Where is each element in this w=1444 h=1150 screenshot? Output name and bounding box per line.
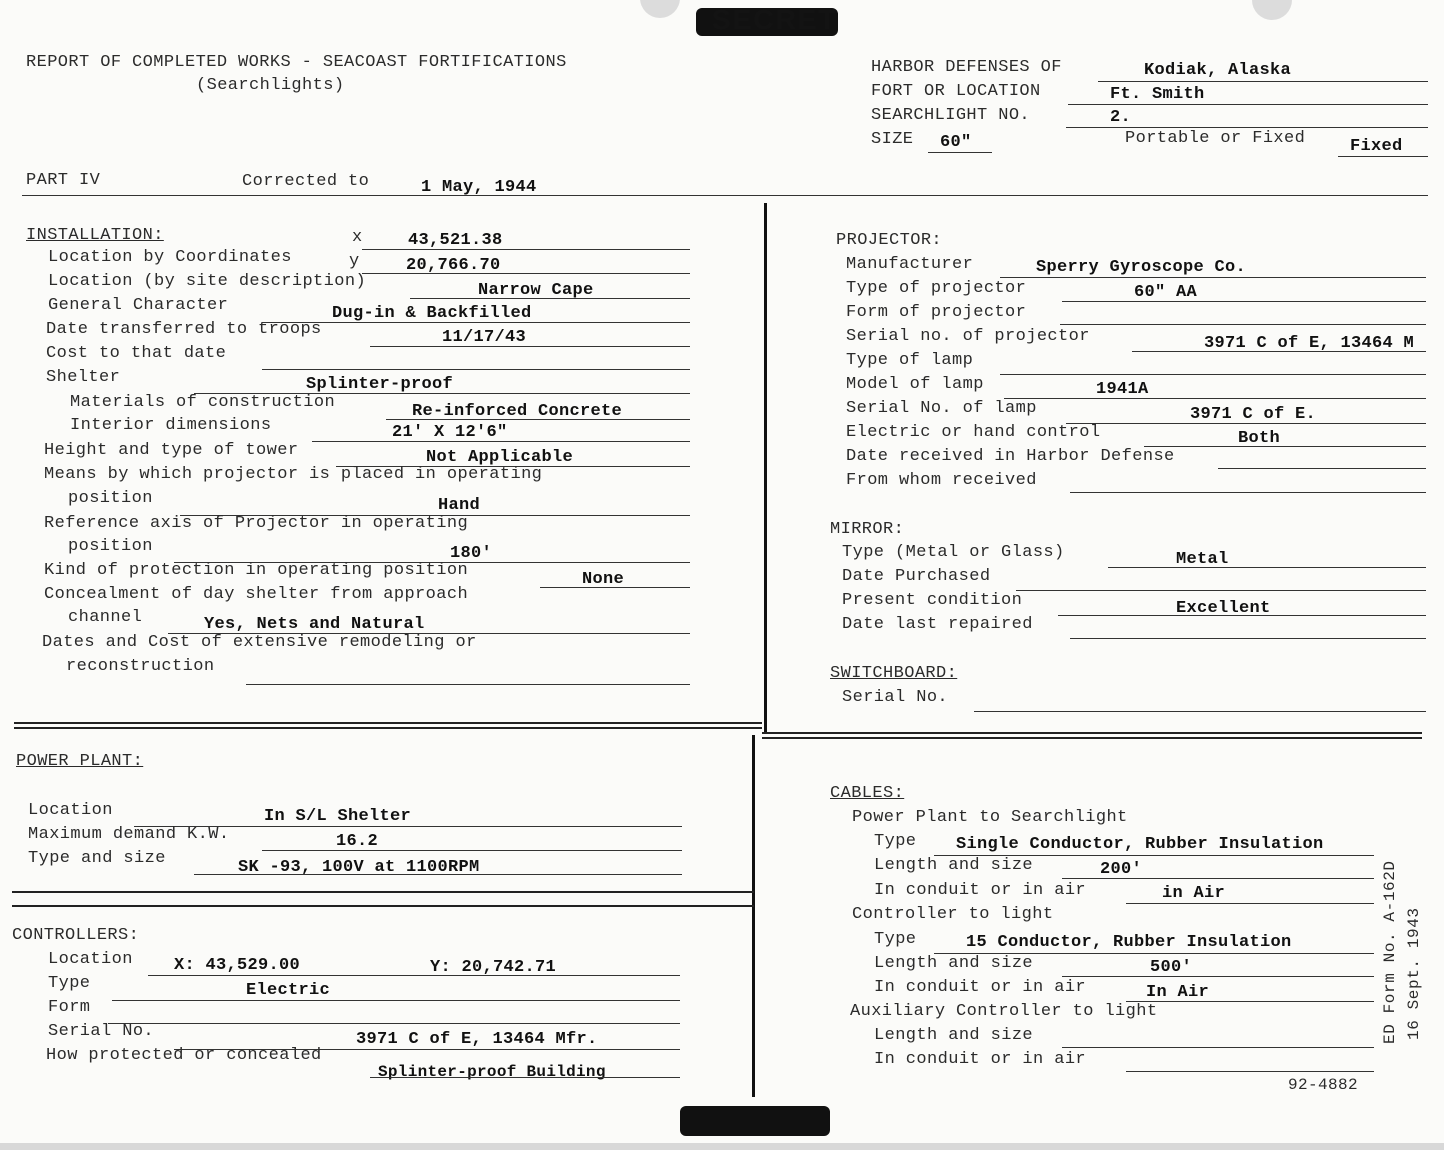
controller-serial-label: Serial No.	[48, 1022, 155, 1041]
ctl-cable-length-label: Length and size	[874, 954, 1034, 973]
general-character-value: Dug-in & Backfilled	[332, 304, 532, 323]
control-value: Both	[1238, 429, 1281, 448]
power-controllers-divider-2	[12, 905, 754, 907]
aux-controller-heading: Auxiliary Controller to light	[850, 1002, 1158, 1021]
mirror-type-underline	[1108, 567, 1426, 568]
x-coordinate-value: 43,521.38	[408, 231, 503, 250]
projector-form-underline	[1060, 324, 1426, 325]
controller-protected-label: How protected or concealed	[46, 1046, 322, 1065]
installation-heading: INSTALLATION:	[26, 226, 164, 245]
section-divider-top-right-2	[762, 737, 1422, 739]
y-coordinate-value: 20,766.70	[406, 256, 501, 275]
means-label-line1: Means by which projector is placed in operating	[44, 465, 543, 484]
y-coordinate-underline	[362, 273, 690, 274]
lamp-serial-label: Serial No. of lamp	[846, 399, 1037, 418]
punch-hole-right	[1252, 0, 1292, 20]
size-value: 60"	[940, 133, 972, 152]
control-label: Electric or hand control	[846, 423, 1101, 442]
controller-serial-value: 3971 C of E, 13464 Mfr.	[356, 1030, 598, 1049]
site-description-value: Narrow Cape	[478, 281, 594, 300]
ctl-cable-conduit-label: In conduit or in air	[874, 978, 1087, 997]
general-character-label: General Character	[48, 296, 229, 315]
controller-protected-underline	[370, 1077, 680, 1078]
power-controllers-divider	[12, 891, 754, 893]
lamp-serial-value: 3971 C of E.	[1190, 405, 1317, 424]
lamp-serial-underline	[1066, 423, 1426, 424]
part-underline	[22, 195, 1428, 196]
present-condition-label: Present condition	[842, 591, 1023, 610]
mirror-type-label: Type (Metal or Glass)	[842, 543, 1065, 562]
projector-type-underline	[1062, 301, 1426, 302]
protection-underline	[540, 587, 690, 588]
reference-label-line1: Reference axis of Projector in operating	[44, 514, 469, 533]
part-label: PART IV	[26, 171, 101, 190]
switchboard-serial-underline	[974, 711, 1426, 712]
general-character-underline	[262, 322, 690, 323]
pp-cable-conduit-underline	[1126, 903, 1374, 904]
mirror-type-value: Metal	[1176, 550, 1229, 569]
report-subtitle: (Searchlights)	[196, 76, 345, 95]
cables-heading: CABLES:	[830, 784, 905, 803]
y-coordinate-label: y	[349, 252, 360, 271]
switchboard-serial-label: Serial No.	[842, 688, 949, 707]
coordinates-label: Location by Coordinates	[48, 248, 292, 267]
date-received-underline	[1218, 468, 1426, 469]
tower-value: Not Applicable	[426, 448, 574, 467]
tower-label: Height and type of tower	[44, 441, 299, 460]
searchlight-no-underline	[1066, 127, 1428, 128]
ctl-cable-type-value: 15 Conductor, Rubber Insulation	[966, 933, 1292, 952]
concealment-label-line2: channel	[68, 608, 143, 627]
power-type-underline	[194, 874, 682, 875]
date-transferred-underline	[370, 346, 690, 347]
harbor-defenses-underline	[1098, 81, 1428, 82]
power-location-label: Location	[28, 801, 113, 820]
date-transferred-label: Date transferred to troops	[46, 320, 322, 339]
max-demand-value: 16.2	[336, 832, 379, 851]
pp-cable-length-value: 200'	[1100, 860, 1143, 879]
corrected-value: 1 May, 1944	[421, 178, 537, 197]
projector-serial-value: 3971 C of E, 13464 M	[1204, 334, 1415, 353]
ctl-cable-type-label: Type	[874, 930, 917, 949]
form-date: 16 Sept. 1943	[1405, 907, 1423, 1040]
pp-cable-type-label: Type	[874, 832, 917, 851]
power-plant-heading: POWER PLANT:	[16, 752, 144, 771]
section-divider-top-2	[14, 727, 762, 729]
lamp-model-label: Model of lamp	[846, 375, 984, 394]
pp-to-searchlight-heading: Power Plant to Searchlight	[852, 808, 1128, 827]
controller-location-y: Y: 20,742.71	[430, 958, 557, 977]
mirror-heading: MIRROR:	[830, 520, 905, 539]
switchboard-heading: SWITCHBOARD:	[830, 664, 958, 683]
column-divider-lower	[752, 735, 755, 1097]
materials-underline	[386, 419, 690, 420]
projector-type-value: 60" AA	[1134, 283, 1198, 302]
lamp-model-underline	[1004, 398, 1426, 399]
present-condition-underline	[1058, 615, 1426, 616]
portable-fixed-underline	[1338, 156, 1428, 157]
concealment-label-line1: Concealment of day shelter from approach	[44, 585, 469, 604]
lamp-type-underline	[1000, 374, 1426, 375]
site-description-underline	[410, 298, 690, 299]
control-underline	[1144, 446, 1426, 447]
projector-serial-label: Serial no. of projector	[846, 327, 1090, 346]
form-number: ED Form No. A-162D	[1381, 860, 1399, 1044]
size-underline	[928, 152, 992, 153]
x-coordinate-label: x	[352, 228, 363, 247]
interior-dimensions-value: 21' X 12'6"	[392, 423, 508, 442]
reference-label-line2: position	[68, 537, 153, 556]
projector-heading: PROJECTOR:	[836, 231, 943, 250]
aux-cable-length-underline	[1062, 1047, 1374, 1048]
searchlight-no-label: SEARCHLIGHT NO.	[871, 106, 1031, 125]
from-whom-underline	[1070, 492, 1426, 493]
bottom-edge	[0, 1143, 1444, 1150]
projector-type-label: Type of projector	[846, 279, 1027, 298]
punch-hole-left	[640, 0, 680, 18]
power-type-label: Type and size	[28, 849, 166, 868]
manufacturer-underline	[1000, 277, 1426, 278]
controller-type-label: Type	[48, 974, 91, 993]
protection-label: Kind of protection in operating position	[44, 561, 469, 580]
power-location-value: In S/L Shelter	[264, 807, 412, 826]
interior-dimensions-label: Interior dimensions	[70, 416, 272, 435]
date-purchased-label: Date Purchased	[842, 567, 991, 586]
harbor-defenses-label: HARBOR DEFENSES OF	[871, 58, 1062, 77]
manufacturer-label: Manufacturer	[846, 255, 974, 274]
date-repaired-label: Date last repaired	[842, 615, 1033, 634]
report-title: REPORT OF COMPLETED WORKS - SEACOAST FORTIFICATIONS	[26, 53, 567, 72]
means-value: Hand	[438, 496, 481, 515]
concealment-value: Yes, Nets and Natural	[204, 615, 425, 634]
shelter-label: Shelter	[46, 368, 121, 387]
classification-stamp-label: SECRET	[712, 4, 838, 35]
pp-cable-length-label: Length and size	[874, 856, 1034, 875]
controller-location-underline	[148, 975, 680, 976]
present-condition-value: Excellent	[1176, 599, 1271, 618]
harbor-defenses-value: Kodiak, Alaska	[1144, 61, 1292, 80]
controller-to-light-heading: Controller to light	[852, 905, 1054, 924]
pp-cable-type-value: Single Conductor, Rubber Insulation	[956, 835, 1324, 854]
pp-cable-length-underline	[1062, 878, 1374, 879]
corrected-label: Corrected to	[242, 172, 370, 191]
site-description-label: Location (by site description)	[48, 272, 367, 291]
pp-cable-conduit-label: In conduit or in air	[874, 881, 1087, 900]
pp-cable-conduit-value: in Air	[1162, 884, 1226, 903]
ctl-cable-length-value: 500'	[1150, 958, 1193, 977]
ctl-cable-conduit-value: In Air	[1146, 983, 1210, 1002]
controller-location-x: X: 43,529.00	[174, 956, 301, 975]
date-received-label: Date received in Harbor Defense	[846, 447, 1175, 466]
max-demand-underline	[262, 850, 682, 851]
portable-fixed-label: Portable or Fixed	[1125, 129, 1306, 148]
date-purchased-underline	[1016, 590, 1426, 591]
cost-underline	[262, 369, 690, 370]
column-divider	[764, 203, 767, 733]
interior-dimensions-underline	[312, 441, 690, 442]
ctl-cable-length-underline	[1062, 976, 1374, 977]
date-transferred-value: 11/17/43	[442, 328, 527, 347]
cost-label: Cost to that date	[46, 344, 227, 363]
protection-value: None	[582, 570, 625, 589]
controller-protected-value: Splinter-proof Building	[378, 1063, 606, 1081]
power-type-value: SK -93, 100V at 1100RPM	[238, 858, 480, 877]
section-divider-top	[14, 722, 762, 724]
aux-cable-length-label: Length and size	[874, 1026, 1034, 1045]
means-label-line2: position	[68, 489, 153, 508]
controller-type-underline	[112, 1000, 680, 1001]
fort-location-underline	[1068, 104, 1428, 105]
size-label: SIZE	[871, 130, 914, 149]
controllers-heading: CONTROLLERS:	[12, 926, 140, 945]
lamp-model-value: 1941A	[1096, 380, 1149, 399]
remodeling-underline	[246, 684, 690, 685]
controller-form-label: Form	[48, 998, 91, 1017]
projector-form-label: Form of projector	[846, 303, 1027, 322]
reference-value: 180'	[450, 544, 493, 563]
fort-location-value: Ft. Smith	[1110, 85, 1205, 104]
searchlight-no-value: 2.	[1110, 108, 1132, 127]
controller-form-underline	[108, 1023, 680, 1024]
aux-cable-conduit-underline	[1126, 1071, 1374, 1072]
remodeling-label-line2: reconstruction	[66, 657, 215, 676]
materials-value: Re-inforced Concrete	[412, 402, 623, 421]
classification-stamp-bottom	[680, 1106, 830, 1136]
from-whom-label: From whom received	[846, 471, 1037, 490]
max-demand-label: Maximum demand K.W.	[28, 825, 230, 844]
portable-fixed-value: Fixed	[1350, 137, 1403, 156]
projector-serial-underline	[1132, 351, 1426, 352]
manufacturer-value: Sperry Gyroscope Co.	[1036, 258, 1247, 277]
fort-location-label: FORT OR LOCATION	[871, 82, 1041, 101]
materials-label: Materials of construction	[70, 393, 336, 412]
section-divider-top-right	[762, 732, 1422, 734]
ctl-cable-conduit-underline	[1126, 1001, 1374, 1002]
shelter-value: Splinter-proof	[306, 375, 454, 394]
date-repaired-underline	[1070, 638, 1426, 639]
controller-type-value: Electric	[246, 981, 331, 1000]
remodeling-label-line1: Dates and Cost of extensive remodeling or	[42, 633, 477, 652]
document-number: 92-4882	[1288, 1076, 1359, 1094]
lamp-type-label: Type of lamp	[846, 351, 974, 370]
x-coordinate-underline	[362, 249, 690, 250]
aux-cable-conduit-label: In conduit or in air	[874, 1050, 1087, 1069]
controller-location-label: Location	[48, 950, 133, 969]
